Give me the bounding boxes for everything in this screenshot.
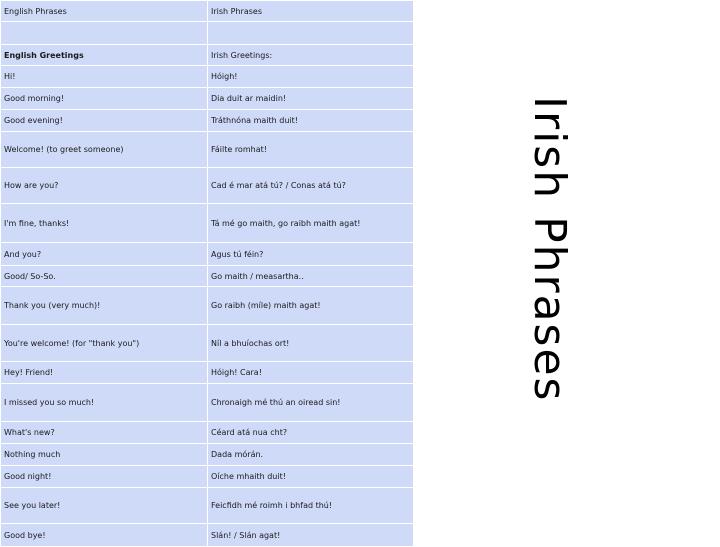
page-title: Irish Phrases bbox=[524, 95, 575, 403]
english-cell: Welcome! (to greet someone) bbox=[1, 132, 208, 168]
phrase-row bbox=[1, 204, 414, 243]
phrase-row bbox=[1, 384, 414, 422]
english-cell: What's new? bbox=[1, 422, 208, 444]
irish-cell: Oíche mhaith duit! bbox=[208, 466, 414, 488]
irish-cell: Níl a bhuíochas ort! bbox=[208, 325, 414, 362]
english-cell: Good morning! bbox=[1, 88, 208, 110]
irish-cell: Chronaigh mé thú an oiread sin! bbox=[208, 384, 414, 422]
irish-cell: Céard atá nua cht? bbox=[208, 422, 414, 444]
irish-cell: Agus tú féin? bbox=[208, 243, 414, 266]
english-cell: Good bye! bbox=[1, 524, 208, 547]
irish-cell: Feicfidh mé roimh i bhfad thú! bbox=[208, 488, 414, 524]
phrase-row bbox=[1, 488, 414, 524]
english-cell: Hey! Friend! bbox=[1, 362, 208, 384]
english-cell: You're welcome! (for "thank you") bbox=[1, 325, 208, 362]
phrase-row bbox=[1, 325, 414, 362]
english-cell: Good evening! bbox=[1, 110, 208, 132]
phrase-row bbox=[1, 1, 414, 22]
english-cell: Thank you (very much)! bbox=[1, 287, 208, 325]
english-cell: English Phrases bbox=[1, 1, 208, 22]
english-cell: Nothing much bbox=[1, 444, 208, 466]
phrase-row bbox=[1, 266, 414, 287]
english-cell: See you later! bbox=[1, 488, 208, 524]
english-cell: How are you? bbox=[1, 168, 208, 204]
phrase-row bbox=[1, 88, 414, 110]
phrase-row bbox=[1, 422, 414, 444]
irish-cell: Slán! / Slán agat! bbox=[208, 524, 414, 547]
irish-cell: Cad é mar atá tú? / Conas atá tú? bbox=[208, 168, 414, 204]
phrase-row bbox=[1, 243, 414, 266]
phrase-row bbox=[1, 444, 414, 466]
phrase-row bbox=[1, 466, 414, 488]
irish-cell: Go raibh (míle) maith agat! bbox=[208, 287, 414, 325]
english-cell: English Greetings bbox=[1, 45, 208, 66]
irish-cell: Go maith / measartha.. bbox=[208, 266, 414, 287]
english-cell: Good/ So-So. bbox=[1, 266, 208, 287]
phrase-row bbox=[1, 168, 414, 204]
phrase-row bbox=[1, 132, 414, 168]
english-cell: I'm fine, thanks! bbox=[1, 204, 208, 243]
english-cell bbox=[1, 22, 208, 45]
irish-cell: Hóigh! Cara! bbox=[208, 362, 414, 384]
irish-cell: Irish Greetings: bbox=[208, 45, 414, 66]
phrase-row bbox=[1, 22, 414, 45]
side-title bbox=[524, 4, 574, 494]
irish-cell: Fáilte romhat! bbox=[208, 132, 414, 168]
english-cell: I missed you so much! bbox=[1, 384, 208, 422]
english-cell: And you? bbox=[1, 243, 208, 266]
phrase-row bbox=[1, 362, 414, 384]
english-cell: Good night! bbox=[1, 466, 208, 488]
irish-cell: Irish Phrases bbox=[208, 1, 414, 22]
irish-cell bbox=[208, 22, 414, 45]
phrase-rows bbox=[1, 1, 414, 547]
irish-cell: Tráthnóna maith duit! bbox=[208, 110, 414, 132]
irish-cell: Hóigh! bbox=[208, 66, 414, 88]
irish-cell: Dia duit ar maidin! bbox=[208, 88, 414, 110]
irish-cell: Dada mórán. bbox=[208, 444, 414, 466]
phrase-row bbox=[1, 110, 414, 132]
phrase-row bbox=[1, 45, 414, 66]
phrase-row bbox=[1, 66, 414, 88]
phrase-row bbox=[1, 287, 414, 325]
irish-cell: Tá mé go maith, go raibh maith agat! bbox=[208, 204, 414, 243]
english-cell: Hi! bbox=[1, 66, 208, 88]
phrase-row bbox=[1, 524, 414, 547]
